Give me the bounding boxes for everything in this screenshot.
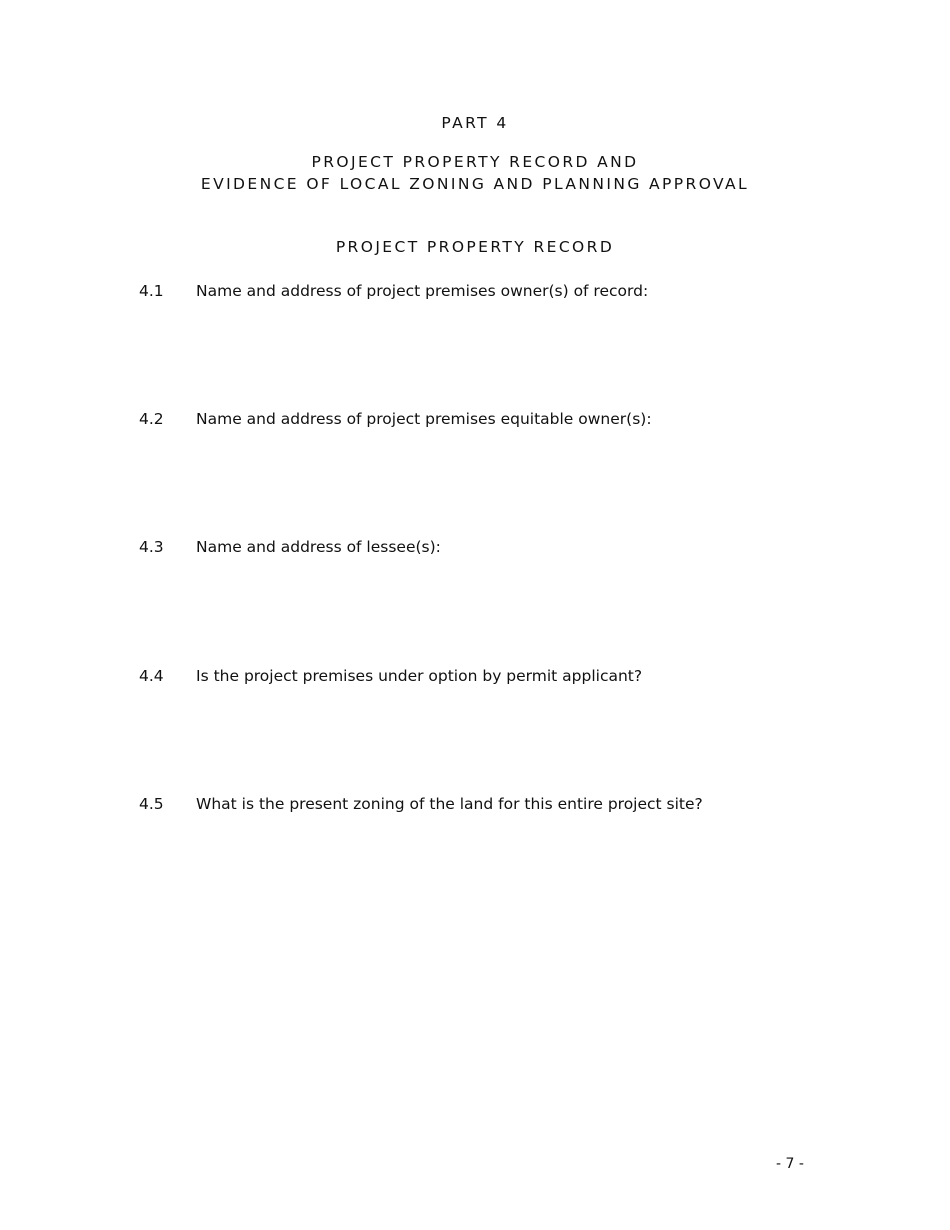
question-text: Name and address of project premises equitable owner(s): [196, 410, 652, 428]
question-number: 4.4 [139, 667, 164, 685]
question-number: 4.1 [139, 282, 164, 300]
question-text: Name and address of project premises owner(s) of record: [196, 282, 649, 300]
section-heading: PROJECT PROPERTY RECORD [335, 238, 615, 256]
question-item [139, 792, 839, 816]
part-heading: PART 4 [441, 114, 509, 132]
question-number: 4.2 [139, 410, 164, 428]
title-line-2: EVIDENCE OF LOCAL ZONING AND PLANNING APPROVAL [200, 175, 750, 193]
question-text: Name and address of lessee(s): [196, 538, 441, 556]
question-item [139, 535, 839, 559]
question-text: What is the present zoning of the land for this entire project site? [196, 795, 703, 813]
question-item [139, 279, 839, 303]
question-item [139, 407, 839, 431]
page-number: - 7 - [776, 1156, 804, 1172]
title-line-1: PROJECT PROPERTY RECORD AND [311, 153, 639, 171]
question-number: 4.3 [139, 538, 164, 556]
question-item [139, 664, 839, 688]
question-number: 4.5 [139, 795, 164, 813]
question-text: Is the project premises under option by permit applicant? [196, 667, 643, 685]
